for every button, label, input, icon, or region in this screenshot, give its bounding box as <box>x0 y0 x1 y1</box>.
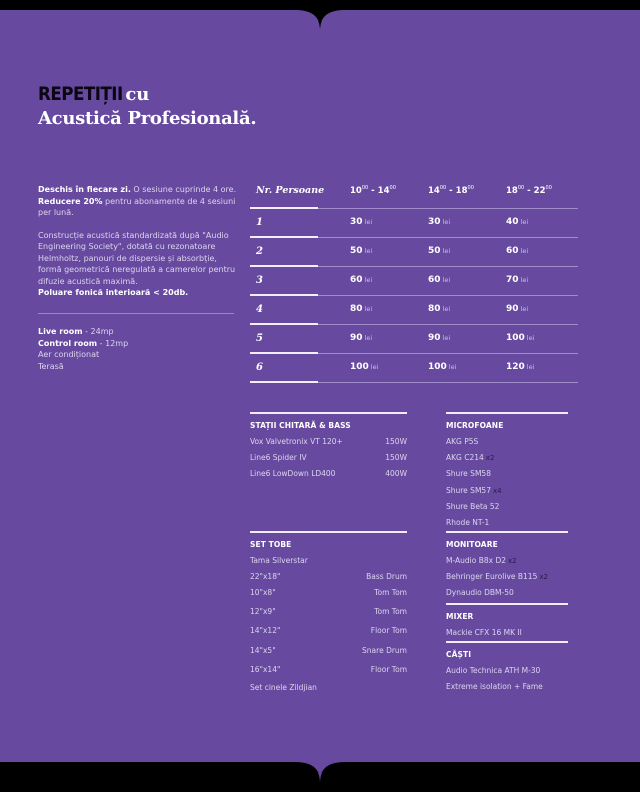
price-cell <box>350 246 372 256</box>
currency: lei <box>442 276 451 284</box>
section-title: MONITOARE <box>446 540 498 549</box>
drum-type: Floor Tom <box>370 665 407 675</box>
monitors-section <box>446 531 568 602</box>
list-item <box>446 569 568 585</box>
slot-1-to: 14 <box>377 186 390 196</box>
price: 120 <box>506 362 525 372</box>
list-item <box>250 585 407 601</box>
item-name: Dynaudio DBM-50 <box>446 588 514 598</box>
price-cell <box>350 275 372 285</box>
drum-size: 12"x9" <box>250 606 276 616</box>
noise-level-text: Poluare fonică interioară < 20db. <box>38 288 189 297</box>
slot-3-to: 22 <box>533 186 546 196</box>
price: 90 <box>428 333 441 343</box>
item-name: Shure Beta 52 <box>446 501 500 511</box>
session-length-text: O sesiune cuprinde 4 ore. <box>130 185 237 194</box>
drum-size: 10"x8" <box>250 588 276 598</box>
section-divider <box>250 531 407 533</box>
header-slot-1 <box>350 185 396 196</box>
list-item <box>446 679 568 695</box>
list-item <box>250 569 407 585</box>
header-slot-2 <box>428 185 474 196</box>
table-row <box>250 325 578 354</box>
price-cell <box>428 304 450 314</box>
item-name: Shure SM57 <box>446 485 491 495</box>
microphones-section <box>446 412 568 531</box>
currency: lei <box>364 334 373 342</box>
list-item <box>446 434 568 450</box>
quantity-badge: x4 <box>492 486 502 495</box>
slot-1-from: 10 <box>350 186 362 196</box>
list-item <box>446 466 568 482</box>
section-divider <box>250 412 407 414</box>
section-divider <box>446 531 568 533</box>
intro-paragraph-2 <box>38 230 238 299</box>
price: 90 <box>350 333 363 343</box>
drum-brand: Tama Silverstar <box>250 556 308 565</box>
intro-paragraph-1 <box>38 184 238 219</box>
item-name: Audio Technica ATH M-30 <box>446 666 541 675</box>
list-item <box>250 434 407 450</box>
persons-count: 4 <box>256 304 263 315</box>
dash: - <box>368 186 378 196</box>
price: 80 <box>350 304 363 314</box>
currency: lei <box>520 276 529 284</box>
table-row <box>250 296 578 325</box>
list-item <box>446 450 568 466</box>
slot-2-from: 14 <box>428 186 440 196</box>
drum-size: 14"x5" <box>250 645 276 655</box>
item-value: 400W <box>385 469 407 479</box>
headphones-section <box>446 641 568 695</box>
bottom-notch-decoration <box>295 760 345 784</box>
slot-2-to: 18 <box>455 186 468 196</box>
top-notch-decoration <box>295 10 345 34</box>
currency: lei <box>442 247 451 255</box>
list-item <box>446 483 568 499</box>
live-room-label: Live room <box>38 327 83 336</box>
item-name: Mackie CFX 16 MK II <box>446 628 522 637</box>
air-conditioning: Aer condiționat <box>38 350 100 359</box>
currency: lei <box>526 363 535 371</box>
drum-type: Bass Drum <box>366 572 407 582</box>
currency: lei <box>520 305 529 313</box>
sup: 00 <box>389 185 396 191</box>
drum-size: 14"x12" <box>250 626 281 636</box>
section-divider <box>446 603 568 605</box>
price: 30 <box>350 217 363 227</box>
drum-type: Floor Tom <box>370 626 407 636</box>
item-name: Shure SM58 <box>446 469 491 479</box>
list-item <box>446 553 568 569</box>
price: 30 <box>428 217 441 227</box>
price-cell <box>350 217 372 227</box>
price: 60 <box>506 246 519 256</box>
currency: lei <box>370 363 379 371</box>
currency: lei <box>364 276 373 284</box>
price: 50 <box>428 246 441 256</box>
section-title: SET TOBE <box>250 540 292 549</box>
table-row <box>250 238 578 267</box>
discount-text: Reducere 20% <box>38 196 103 206</box>
section-title: STAȚII CHITARĂ & BASS <box>250 421 351 430</box>
price-cell <box>428 246 450 256</box>
currency: lei <box>442 218 451 226</box>
section-title: MICROFOANE <box>446 421 504 430</box>
section-divider <box>446 412 568 414</box>
control-room-label: Control room <box>38 338 98 348</box>
open-daily-text: Deschis în fiecare zi. <box>38 185 131 194</box>
drum-kit-section <box>250 531 407 696</box>
price: 40 <box>506 217 519 227</box>
currency: lei <box>364 305 373 313</box>
item-value: 150W <box>385 453 407 463</box>
title-strong: REPETIȚII <box>38 83 123 105</box>
currency: lei <box>526 334 535 342</box>
section-title: CĂȘTI <box>446 650 472 659</box>
row-separator-accent <box>250 381 318 383</box>
list-item <box>250 602 407 622</box>
persons-count: 5 <box>256 333 263 344</box>
item-name: Line6 LowDown LD400 <box>250 469 336 479</box>
drum-size: 16"x14" <box>250 665 281 675</box>
item-name: Rhode NT-1 <box>446 517 490 527</box>
item-name: Vox Valvetronix VT 120+ <box>250 437 343 446</box>
price: 60 <box>350 275 363 285</box>
price-cell <box>428 275 450 285</box>
sup: 00 <box>467 185 474 191</box>
price-cell <box>506 333 534 343</box>
currency: lei <box>448 363 457 371</box>
quantity-badge: x2 <box>485 454 495 463</box>
guitar-amps-section <box>250 412 407 483</box>
item-value: 150W <box>385 437 407 446</box>
persons-count: 6 <box>256 362 263 373</box>
list-item <box>446 625 568 641</box>
terrace: Terasă <box>38 361 64 371</box>
sup: 00 <box>439 185 447 191</box>
persons-count: 2 <box>256 246 263 257</box>
list-item <box>250 621 407 641</box>
pricing-header-row <box>250 180 578 209</box>
list-item <box>250 641 407 661</box>
price: 50 <box>350 246 363 256</box>
drum-type: Snare Drum <box>362 645 407 655</box>
item-name: M-Audio B8x D2 <box>446 556 506 565</box>
rooms-info <box>38 326 128 372</box>
list-item <box>446 585 568 601</box>
section-title: MIXER <box>446 612 474 621</box>
live-room-value: - 24mp <box>82 327 114 336</box>
price-cell <box>428 362 456 372</box>
table-row <box>250 354 578 383</box>
price-cell <box>506 362 534 372</box>
currency: lei <box>442 305 451 313</box>
item-name: AKG P5S <box>446 437 479 446</box>
persons-count: 3 <box>256 275 263 286</box>
control-room-value: - 12mp <box>97 338 129 348</box>
header-slot-3 <box>506 185 552 196</box>
sup: 00 <box>545 185 552 191</box>
currency: lei <box>364 247 373 255</box>
item-name: Behringer Eurolive B115 <box>446 572 538 582</box>
price-cell <box>506 304 528 314</box>
dash: - <box>524 186 534 196</box>
drum-type: Tom Tom <box>374 588 407 598</box>
dash: - <box>446 186 456 196</box>
price-cell <box>506 275 528 285</box>
price: 70 <box>506 275 519 285</box>
list-item <box>250 660 407 680</box>
intro-text <box>38 184 238 310</box>
drum-size: 22"x18" <box>250 572 281 582</box>
list-item <box>250 466 407 482</box>
quantity-badge: x2 <box>539 573 548 582</box>
table-row <box>250 209 578 238</box>
price: 90 <box>506 304 519 314</box>
list-item <box>446 499 568 515</box>
section-divider <box>446 641 568 643</box>
list-item <box>446 663 568 679</box>
cymbals: Set cinele Zildjian <box>250 682 317 692</box>
list-item <box>250 450 407 466</box>
control-room <box>38 338 128 350</box>
drum-type: Tom Tom <box>374 606 407 616</box>
live-room <box>38 326 128 338</box>
price-cell <box>506 217 528 227</box>
title-connector: cu <box>125 84 150 105</box>
divider <box>38 313 234 314</box>
header-persons: Nr. Persoane <box>256 185 325 196</box>
currency: lei <box>364 218 373 226</box>
currency: lei <box>520 218 529 226</box>
item-name: Line6 Spider IV <box>250 453 307 463</box>
price-cell <box>350 362 378 372</box>
currency: lei <box>520 247 529 255</box>
price-cell <box>506 246 528 256</box>
price-cell <box>350 304 372 314</box>
quantity-badge: x2 <box>508 557 517 565</box>
price: 100 <box>506 333 525 343</box>
price-cell <box>428 333 450 343</box>
price: 60 <box>428 275 441 285</box>
list-item <box>446 515 568 531</box>
page-title <box>38 82 256 131</box>
acoustics-description: Construcție acustică standardizată după "Audio Engineering Society", dotată cu rezonatoare Helmholtz, panouri de dispersie și absorbție, formă geometrică neregulată a camerelor pentru difuzie acustică maximă. <box>38 230 236 286</box>
price: 100 <box>350 362 369 372</box>
table-row <box>250 267 578 296</box>
price-cell <box>428 217 450 227</box>
price: 80 <box>428 304 441 314</box>
sup: 00 <box>361 185 369 191</box>
price: 100 <box>428 362 447 372</box>
title-line2: Acustică Profesională. <box>38 108 257 129</box>
price-cell <box>350 333 372 343</box>
slot-3-from: 18 <box>506 186 518 196</box>
mixer-section <box>446 603 568 641</box>
sup: 00 <box>517 185 525 191</box>
currency: lei <box>442 334 451 342</box>
persons-count: 1 <box>256 217 263 228</box>
item-name: Extreme isolation + Fame <box>446 682 543 692</box>
item-name: AKG C214 <box>446 453 484 463</box>
pricing-table <box>250 180 578 383</box>
discount-detail-text: pentru abonamente de 4 sesiuni per lună. <box>38 196 236 217</box>
